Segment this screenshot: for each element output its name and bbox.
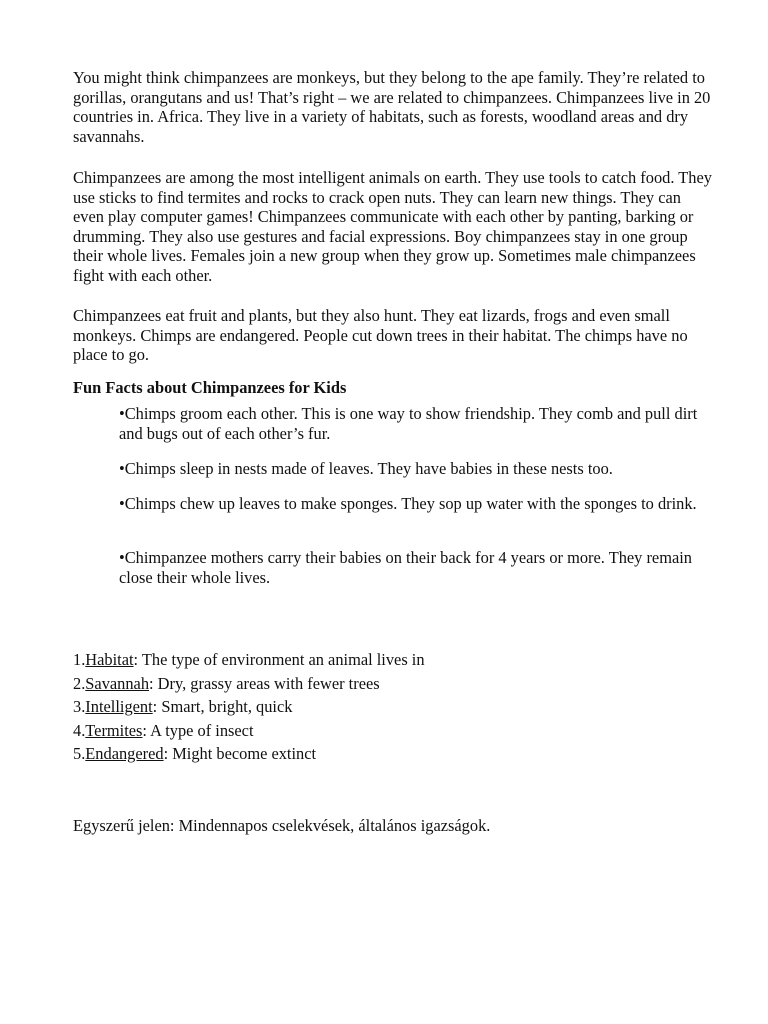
grammar-note: Egyszerű jelen: Mindennapos cselekvések, általános igazságok.: [73, 816, 491, 835]
vocabulary-number: 5.: [73, 744, 86, 764]
vocabulary-term: Termites: [85, 720, 143, 740]
vocabulary-definition: : A type of insect: [142, 720, 254, 740]
fun-fact-item: •Chimpanzee mothers carry their babies on their back for 4 years or more. They remain close their whole lives.: [119, 548, 692, 587]
vocabulary-item: [73, 648, 425, 672]
vocabulary-item: [73, 719, 425, 743]
fun-facts-heading: Fun Facts about Chimpanzees for Kids: [73, 378, 347, 397]
vocabulary-definition: : Dry, grassy areas with fewer trees: [149, 673, 380, 693]
vocabulary-definition: : Smart, bright, quick: [152, 697, 293, 717]
vocabulary-term: Intelligent: [85, 697, 153, 717]
vocabulary-definition: : Might become extinct: [163, 744, 317, 764]
vocabulary-number: 2.: [73, 673, 86, 693]
vocabulary-term: Endangered: [85, 744, 164, 764]
fun-fact-item: •Chimps groom each other. This is one way to show friendship. They comb and pull dirt and bugs out of each other’s fur.: [119, 404, 698, 443]
vocabulary-list: [73, 648, 425, 766]
fun-fact-item: •Chimps chew up leaves to make sponges. They sop up water with the sponges to drink.: [119, 494, 697, 513]
vocabulary-definition: : The type of environment an animal lives in: [133, 650, 425, 669]
vocabulary-number: 4.: [73, 720, 86, 740]
vocabulary-term: Savannah: [85, 673, 150, 693]
vocabulary-item: [73, 672, 425, 696]
fun-fact-item: •Chimps sleep in nests made of leaves. They have babies in these nests too.: [119, 459, 613, 478]
diet-paragraph: Chimpanzees eat fruit and plants, but they also hunt. They eat lizards, frogs and even small monkeys. Chimps are endangered. People cut down trees in their habitat. The chimps have no place to go.: [73, 306, 688, 365]
vocabulary-term: Habitat: [85, 650, 134, 669]
vocabulary-item: [73, 742, 425, 766]
intro-paragraph: You might think chimpanzees are monkeys, but they belong to the ape family. They’re related to gorillas, orangutans and us! That’s right – we are related to chimpanzees. Chimpanzees live in 20 countries in. Africa. They live in a variety of habitats, such as forests, woodland areas and dry savannahs.: [73, 68, 711, 146]
vocabulary-number: 1.: [73, 650, 86, 669]
intelligence-paragraph: Chimpanzees are among the most intelligent animals on earth. They use tools to catch food. They use sticks to find termites and rocks to crack open nuts. They can learn new things. They can even play computer games! Chimpanzees communicate with each other by panting, barking or drumming. They also use gestures and facial expressions. Boy chimpanzees stay in one group their whole lives. Females join a new group when they grow up. Sometimes male chimpanzees fight with each other.: [73, 168, 712, 285]
vocabulary-number: 3.: [73, 697, 86, 717]
vocabulary-item: [73, 695, 425, 719]
